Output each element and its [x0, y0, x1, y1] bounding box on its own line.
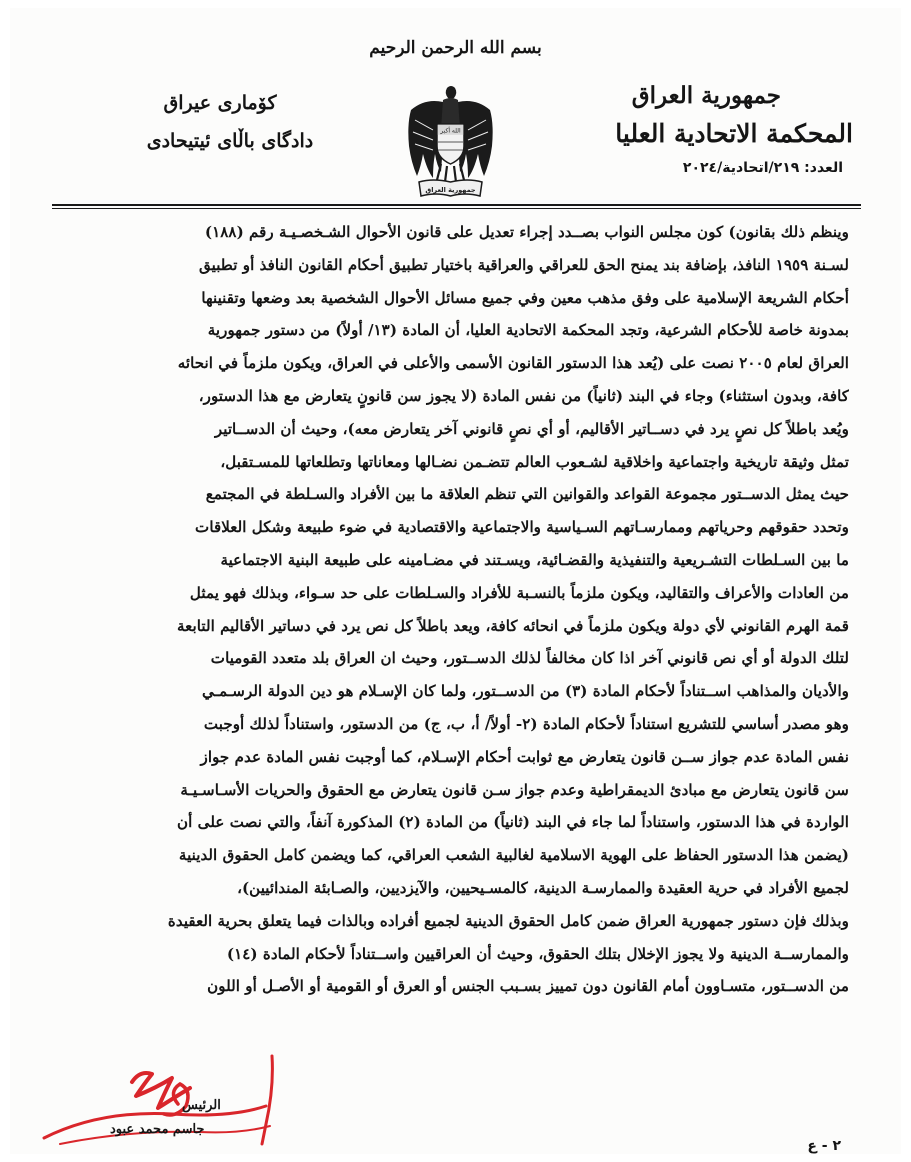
emblem-motto: الله أكبر: [440, 127, 461, 135]
body-line: كافة، وبدون استثناء) وجاء في البند (ثانياً) من نفس المادة (لا يجوز سن قانونٍ يتعارض مع هذا الدستور،: [198, 386, 849, 405]
header-arabic-block: [573, 82, 873, 176]
body-line: وهو مصدر أساسي للتشريع استناداً لأحكام المادة (٢- أولاً/ أ، ب، ج) من الدستور، واستناداً لذلك أوجبت: [203, 714, 849, 733]
emblem-caption: جمهورية العراق: [425, 186, 476, 194]
document-page: [10, 8, 901, 1154]
body-line: ما بين السـلطات التشـريعية والتنفيذية والقضـائية، ويسـتند في مضـامينه على طبيعة البنية الاجتماعية: [220, 550, 849, 569]
page-number: ٢ - ع: [807, 1138, 841, 1154]
body-line: أحكام الشريعة الإسلامية على وفق مذهب معين وفي جميع مسائل الأحوال الشخصية بعد وضعها وتقنينها: [201, 288, 849, 307]
signature-title: الرئيس: [182, 1098, 221, 1113]
body-line: وبذلك فإن دستور جمهورية العراق ضمن كامل الحقوق الدينية لجميع أفراده وبالذات فيما يتعلق بحرية العقيدة: [167, 911, 849, 930]
country-name-kurdish: كۆمارى عيراق: [163, 92, 277, 114]
signature-name: جاسم محمد عبود: [110, 1122, 205, 1137]
body-line: والأديان والمذاهب اســتناداً لأحكام المادة (٣) من الدســتور، ولما كان الإسـلام هو دين الدولة الرسـمـي: [201, 682, 849, 701]
body-line: والممارســة الدينية ولا يجوز الإخلال بتلك الحقوق، وحيث أن العراقيين واســتناداً لأحكام المادة (١٤): [226, 944, 849, 963]
header-divider-thin: [52, 208, 861, 209]
court-name-kurdish: دادگاى باڵاى ئيتيحادى: [146, 130, 314, 152]
body-line: لسـنة ١٩٥٩ النافذ، بإضافة بند يمنح الحق للعراقي والعراقية باختيار تطبيق أحكام القانون النافذ أو تطبيق: [198, 255, 849, 274]
body-line: نفس المادة عدم جواز ســن قانون يتعارض مع ثوابت أحكام الإسـلام، كما أوجبت نفس المادة عدم جواز: [200, 747, 849, 766]
header-divider: [52, 204, 861, 206]
basmala: بسم الله الرحمن الرحيم: [369, 38, 542, 58]
body-line: قمة الهرم القانوني لأي دولة ويكون ملزماً في انحائه كافة، ويعد باطلاً كل نص يرد في دساتير الأقاليم التابعة: [177, 616, 849, 635]
court-name-arabic: المحكمة الاتحادية العليا: [615, 119, 853, 148]
body-line: وينظم ذلك بقانون) كون مجلس النواب بصــدد إجراء تعديل على قانون الأحوال الشـخصـيـة رقم (١٨٨): [204, 223, 849, 241]
red-signature-icon: [40, 1048, 300, 1154]
country-name-arabic: جمهورية العراق: [631, 82, 781, 109]
body-line: سن قانون يتعارض مع مبادئ الديمقراطية وعدم جواز سـن قانون يتعارض مع الحقوق والحريات الأسـاسـيـة: [180, 780, 849, 799]
body-line: حيث يمثل الدســتور مجموعة القواعد والقوانين التي تنظم العلاقة ما بين الأفراد والسـلطة في المجتمع: [205, 485, 849, 504]
body-line: الواردة في هذا الدستور، واستناداً لما جاء في البند (ثانياً) من المادة (٢) المذكورة آنفاً، والتي نصت على أن: [177, 813, 849, 832]
body-line: بمدونة خاصة للأحكام الشرعية، وتجد المحكمة الاتحادية العليا، أن المادة (١٣/ أولاً) من دستور جمهورية: [207, 321, 849, 340]
body-line: لجميع الأفراد في حرية العقيدة والممارسـة الدينية، كالمسـيحيين، والآيزديين، والصـابئة المندائيين)،: [237, 878, 849, 897]
iraq-eagle-emblem-icon: [403, 84, 498, 204]
body-line: من العادات والأعراف والتقاليد، ويكون ملزماً بالنسـبة للأفراد والسـلطات على حد سـواء، وبذلك فهو يمثل: [189, 583, 849, 602]
body-line: (يضمن هذا الدستور الحفاظ على الهوية الاسلامية لغالبية الشعب العراقي، كما ويضمن كامل الحقوق الدينية: [178, 846, 849, 865]
header-kurdish-block: [120, 92, 320, 152]
body-line: من الدســتور، متسـاوون أمام القانون دون تمييز بسـبب الجنس أو العرق أو القومية أو الأصـل أو اللون: [207, 977, 849, 996]
body-line: ويُعد باطلاً كل نصٍ يرد في دســاتير الأقاليم، أو أي نصٍ قانوني آخر يتعارض معه)، وحيث أن الدســاتير: [214, 419, 849, 438]
body-line: تمثل وثيقة تاريخية واجتماعية واخلاقية لشـعوب العالم تتضـمن نضـالها ومعاناتها وتطلعاتها للمسـتقبل،: [220, 452, 849, 471]
document-number: العدد: ٢١٩/اتحادية/٢٠٢٤: [682, 160, 843, 176]
body-line: لتلك الدولة أو أي نص قانوني آخر اذا كان مخالفاً لذلك الدســتور، وحيث ان العراق بلد متعدد القوميات: [210, 649, 849, 668]
body-line: العراق لعام ٢٠٠٥ نصت على (يُعد هذا الدستور القانون الأسمى والأعلى في العراق، ويكون ملزماً في انحائه: [177, 354, 849, 373]
body-line: وتحدد حقوقهم وحرياتهم وممارسـاتهم السـياسية والاجتماعية والاقتصادية في ضوء طبيعة وشكل العلاقات: [195, 518, 849, 537]
document-body: [58, 216, 849, 1003]
